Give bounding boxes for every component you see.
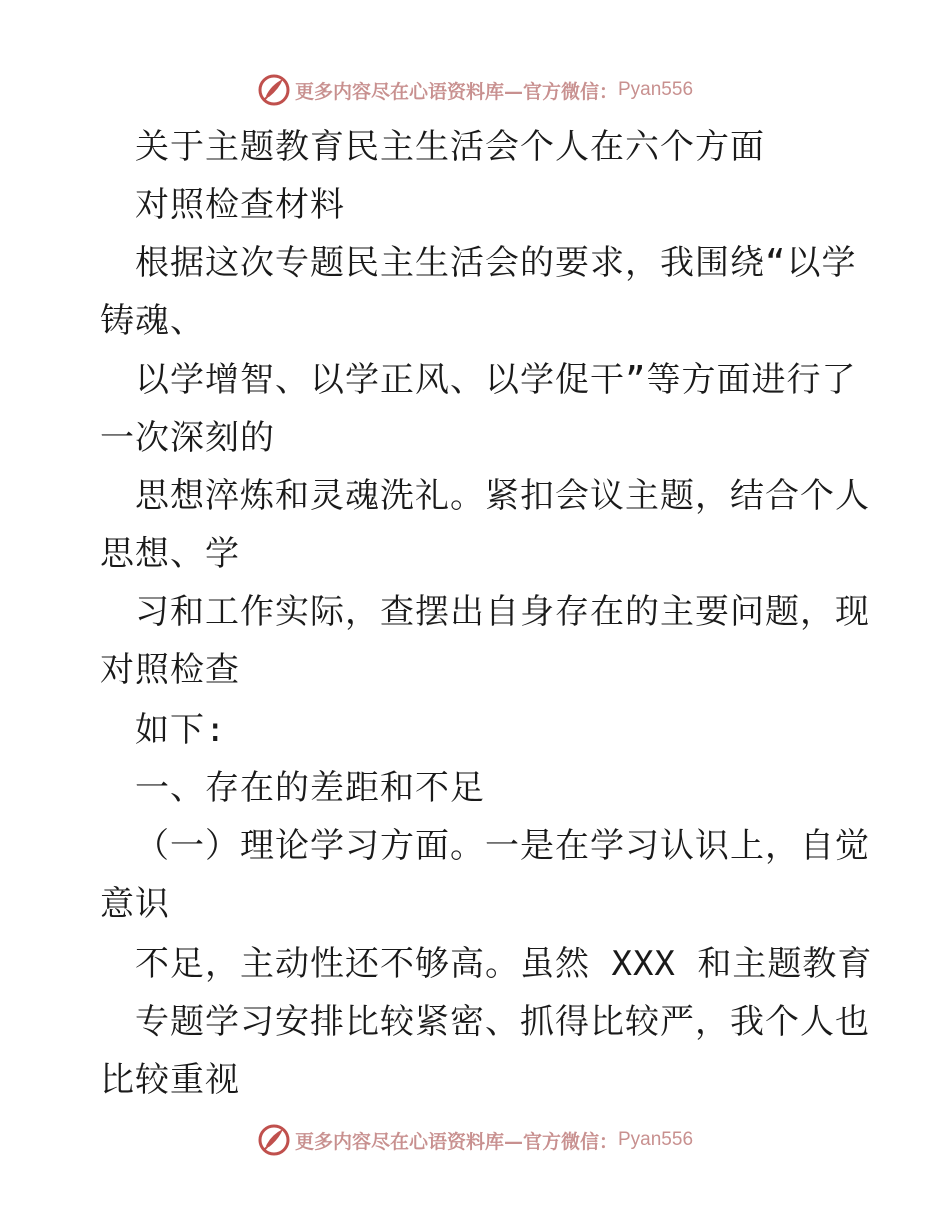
doc-line: 比较重视 <box>100 1060 240 1100</box>
doc-line: 意识 <box>100 884 170 924</box>
doc-line: 根据这次专题民主生活会的要求，我围绕“以学 <box>135 243 857 283</box>
doc-title-line-1: 关于主题教育民主生活会个人在六个方面 <box>135 127 765 167</box>
quill-logo-icon <box>257 1123 291 1157</box>
banner-wechat-id: Pyan556 <box>618 1129 694 1150</box>
doc-line: 一次深刻的 <box>100 418 275 458</box>
doc-title-line-2: 对照检查材料 <box>135 185 345 225</box>
doc-line: 如下: <box>135 710 227 750</box>
doc-line: 对照检查 <box>100 650 240 690</box>
banner-text: 更多内容尽在心语资料库—官方微信： <box>294 80 618 103</box>
section-heading: 一、存在的差距和不足 <box>135 768 485 808</box>
doc-line: 思想淬炼和灵魂洗礼。紧扣会议主题，结合个人 <box>135 476 870 516</box>
doc-line: 铸魂、 <box>100 301 205 341</box>
banner-text: 更多内容尽在心语资料库—官方微信： <box>294 1130 618 1153</box>
doc-line: 以学增智、以学正风、以学促干”等方面进行了 <box>135 360 857 400</box>
footer-banner <box>0 1120 950 1160</box>
banner-wechat-id: Pyan556 <box>618 79 694 100</box>
doc-line: 思想、学 <box>100 534 240 574</box>
doc-line: 习和工作实际，查摆出自身存在的主要问题，现 <box>135 592 870 632</box>
doc-line: 专题学习安排比较紧密、抓得比较严，我个人也 <box>135 1002 870 1042</box>
doc-line: 不足，主动性还不够高。虽然 XXX 和主题教育 <box>135 944 873 984</box>
doc-line: （一）理论学习方面。一是在学习认识上，自觉 <box>135 826 870 866</box>
